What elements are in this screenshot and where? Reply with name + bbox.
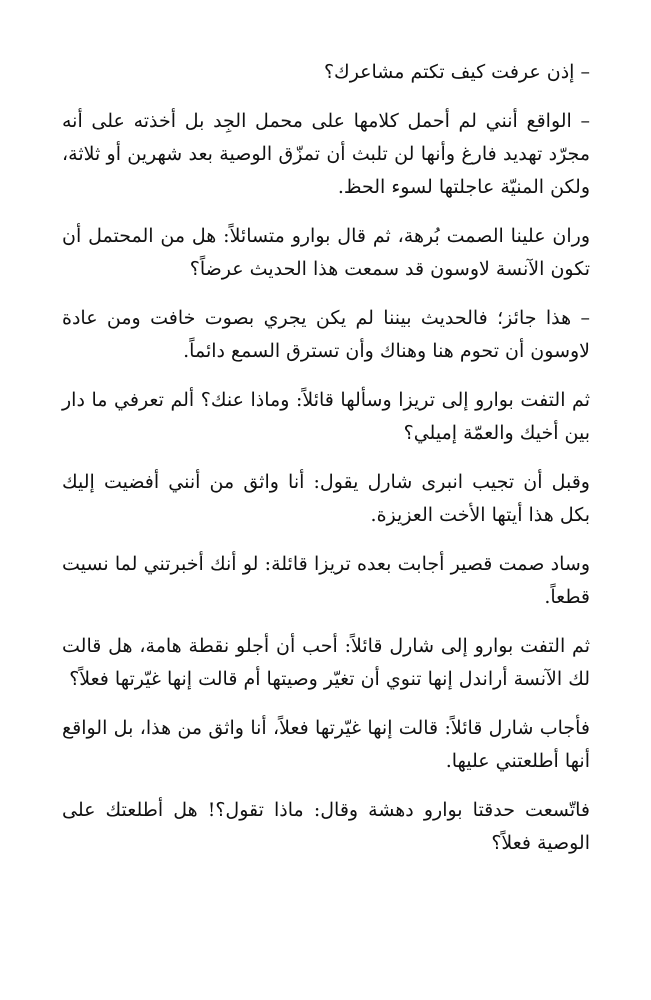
paragraph-4: – هذا جائز؛ فالحديث بيننا لم يكن يجري بصوت خافت ومن عادة لاوسون أن تحوم هنا وهناك وأن تسترق السمع دائماً. bbox=[62, 307, 590, 362]
book-page bbox=[62, 56, 590, 876]
paragraph-3: وران علينا الصمت بُرهة، ثم قال بوارو متسائلاً: هل من المحتمل أن تكون الآنسة لاوسون قد سمعت هذا الحديث عرضاً؟ bbox=[62, 225, 590, 280]
paragraph-5: ثم التفت بوارو إلى تريزا وسألها قائلاً: وماذا عنك؟ ألم تعرفي ما دار بين أخيك والعمّة إميلي؟ bbox=[62, 389, 590, 444]
paragraph-9: فأجاب شارل قائلاً: قالت إنها غيّرتها فعلاً، أنا واثق من هذا، بل الواقع أنها أطلعتني عليها. bbox=[62, 717, 590, 772]
paragraph-2: – الواقع أنني لم أحمل كلامها على محمل الجِد بل أخذته على أنه مجرّد تهديد فارغ وأنها لن تلبث أن تمزّق الوصية بعد شهرين أو ثلاثة، ولكن المنيّة عاجلتها لسوء الحظ. bbox=[62, 110, 590, 198]
paragraph-8: ثم التفت بوارو إلى شارل قائلاً: أحب أن أجلو نقطة هامة، هل قالت لك الآنسة أراندل إنها تنوي أن تغيّر وصيتها أم قالت إنها غيّرتها فعلاً؟ bbox=[62, 635, 590, 690]
paragraph-6: وقبل أن تجيب انبرى شارل يقول: أنا واثق من أنني أفضيت إليك بكل هذا أيتها الأخت العزيزة. bbox=[62, 471, 590, 526]
paragraph-7: وساد صمت قصير أجابت بعده تريزا قائلة: لو أنك أخبرتني لما نسيت قطعاً. bbox=[62, 553, 590, 608]
paragraph-1: – إذن عرفت كيف تكتم مشاعرك؟ bbox=[323, 61, 590, 83]
paragraph-10: فاتّسعت حدقتا بوارو دهشة وقال: ماذا تقول؟! هل أطلعتك على الوصية فعلاً؟ bbox=[62, 799, 590, 854]
